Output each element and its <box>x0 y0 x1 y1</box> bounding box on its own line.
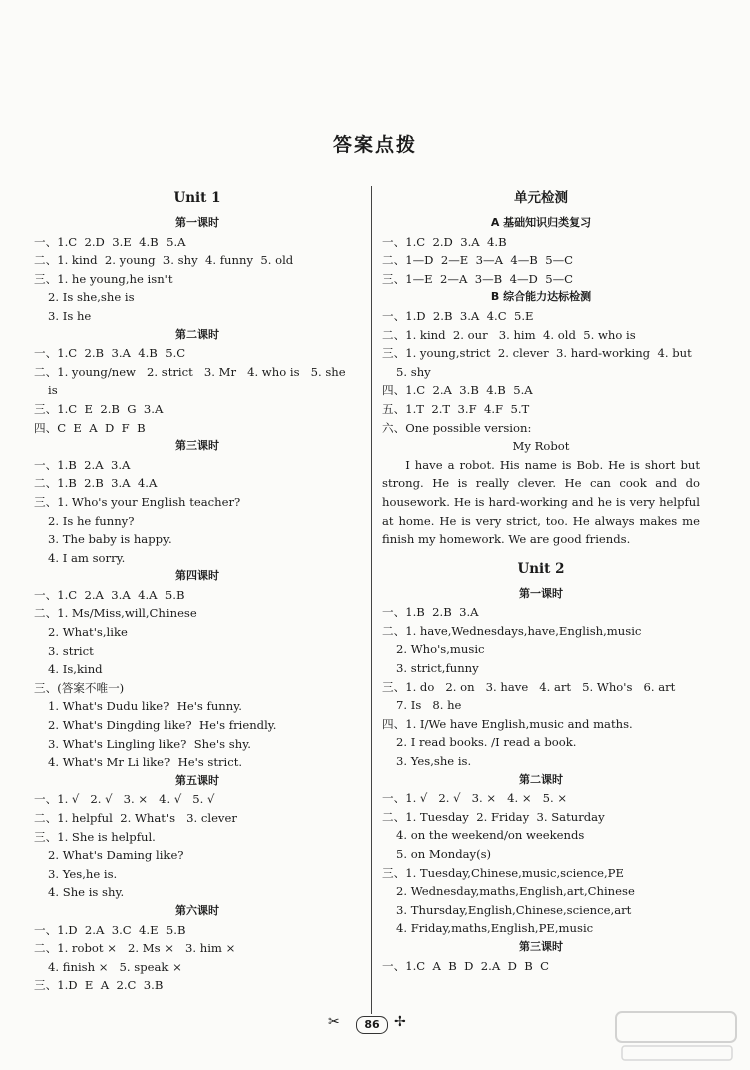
answer-line: 三、1. do 2. on 3. have 4. art 5. Who's 6. art <box>382 679 676 694</box>
answer-line: 4. on the weekend/on weekends <box>396 828 585 843</box>
answer-line: 二、1. helpful 2. What's 3. clever <box>34 811 237 825</box>
answer-line: 二、1. robot × 2. Ms × 3. him × <box>34 941 236 956</box>
section-heading: A 基础知识归类复习 <box>490 216 592 229</box>
answer-line: 三、1. he young,he isn't <box>34 271 173 286</box>
answer-line: 一、1.C 2.D 3.A 4.B <box>382 234 507 249</box>
answer-line: 三、(答案不唯一) <box>34 680 125 695</box>
scissors-icon: ✂ <box>328 1014 340 1030</box>
answer-line: 三、1.D E A 2.C 3.B <box>34 978 164 993</box>
answer-line: 四、C E A D F B <box>34 420 146 435</box>
answer-line: 三、1. Who's your English teacher? <box>34 494 241 509</box>
answer-line: 4. finish × 5. speak × <box>48 959 182 974</box>
page-title: 答案点拨 <box>332 134 417 156</box>
answer-line: 3. Yes,he is. <box>48 866 118 881</box>
answer-line: 一、1.C 2.A 3.A 4.A 5.B <box>34 587 185 602</box>
answer-line: 4. She is shy. <box>48 885 125 900</box>
answer-line: 4. Friday,maths,English,PE,music <box>396 921 594 936</box>
answer-line: 4. Is,kind <box>48 662 103 677</box>
lesson-heading: 第二课时 <box>175 327 219 341</box>
lesson-heading: 第二课时 <box>519 772 563 786</box>
answer-line: 二、1. young/new 2. strict 3. Mr 4. who is 5. she <box>34 364 346 379</box>
page-number: 86 <box>356 1016 388 1034</box>
answer-line: 四、1.C 2.A 3.B 4.B 5.A <box>382 383 533 398</box>
answer-line: 三、1. She is helpful. <box>34 829 156 844</box>
answer-line: 一、1.C 2.B 3.A 4.B 5.C <box>34 346 186 361</box>
answer-line: 5. shy <box>396 364 431 379</box>
answer-line: 二、1. Tuesday 2. Friday 3. Saturday <box>382 809 605 824</box>
answer-line: 3. Is he <box>48 308 92 323</box>
answer-line: 三、1. Tuesday,Chinese,music,science,PE <box>382 865 624 880</box>
answer-line: 二、1. kind 2. young 3. shy 4. funny 5. old <box>34 253 294 268</box>
answer-line: 二、1. have,Wednesdays,have,English,music <box>382 623 642 638</box>
answer-line: 一、1. √ 2. √ 3. × 4. √ 5. √ <box>34 792 215 807</box>
answer-line: 2. What's,like <box>48 625 128 640</box>
answer-line: 六、One possible version: <box>382 420 532 435</box>
answer-line: 5. on Monday(s) <box>396 847 492 861</box>
answer-line: 一、1.B 2.A 3.A <box>34 457 131 472</box>
answer-line: 三、1.C E 2.B G 3.A <box>34 401 164 416</box>
essay-paragraph: I have a robot. His name is Bob. He is short but strong. He is really clever. He can cook and do housework. He is hard-working and he is very helpful at home. He is very strict, too. He always makes me finish my homework. We are good friends. <box>382 457 700 547</box>
answer-line: 1. What's Dudu like? He's funny. <box>48 699 242 714</box>
answer-line: 二、1. kind 2. our 3. him 4. old 5. who is <box>382 327 636 342</box>
lesson-heading: 第一课时 <box>519 586 563 600</box>
answer-line: 3. The baby is happy. <box>48 532 172 547</box>
lesson-heading: 第一课时 <box>175 216 219 229</box>
answer-line: 2. Is he funny? <box>48 513 135 528</box>
answer-line: 二、1.B 2.B 3.A 4.A <box>34 476 158 491</box>
answer-line: is <box>48 383 58 398</box>
answer-line: 二、1—D 2—E 3—A 4—B 5—C <box>382 253 574 268</box>
answer-line: 2. What's Daming like? <box>48 848 184 863</box>
lesson-heading: 第四课时 <box>175 569 219 583</box>
unit-heading: Unit 2 <box>517 560 565 577</box>
unit-heading: Unit 1 <box>173 190 221 206</box>
answer-line: 一、1. √ 2. √ 3. × 4. × 5. × <box>382 791 568 806</box>
lesson-heading: 第五课时 <box>175 773 219 787</box>
pinwheel-icon: ✢ <box>394 1014 406 1030</box>
answer-line: 4. I am sorry. <box>48 550 126 565</box>
answer-line: 一、1.C 2.D 3.E 4.B 5.A <box>34 234 186 249</box>
answer-line: 3. What's Lingling like? She's shy. <box>48 736 251 751</box>
answer-line: 一、1.C A B D 2.A D B C <box>382 958 550 973</box>
answer-line: 4. What's Mr Li like? He's strict. <box>48 755 243 770</box>
answer-line: 2. I read books. /I read a book. <box>396 735 577 750</box>
answer-line: 一、1.D 2.A 3.C 4.E 5.B <box>34 922 186 937</box>
left-column <box>34 188 360 995</box>
watermark-logo <box>612 1006 742 1066</box>
section-heading: B 综合能力达标检测 <box>490 290 592 304</box>
answer-line: 一、1.D 2.B 3.A 4.C 5.E <box>382 308 534 323</box>
answer-line: 3. strict,funny <box>396 661 479 676</box>
unit-test-heading: 单元检测 <box>514 190 568 206</box>
answer-line: 五、1.T 2.T 3.F 4.F 5.T <box>382 401 530 416</box>
answer-line: 3. Yes,she is. <box>396 754 472 769</box>
answer-line: 一、1.B 2.B 3.A <box>382 605 479 620</box>
lesson-heading: 第六课时 <box>175 903 219 917</box>
answer-line: 3. strict <box>48 643 94 658</box>
right-column <box>382 188 700 975</box>
answer-line: 三、1. young,strict 2. clever 3. hard-working 4. but <box>382 346 692 361</box>
answer-line: 2. Wednesday,maths,English,art,Chinese <box>396 884 635 899</box>
answer-line: 2. Who's,music <box>396 642 485 657</box>
answer-line: 7. Is 8. he <box>396 698 462 713</box>
essay-title: My Robot <box>512 439 570 454</box>
answer-line: 2. Is she,she is <box>48 290 135 305</box>
lesson-heading: 第三课时 <box>175 439 219 453</box>
lesson-heading: 第三课时 <box>519 939 563 953</box>
page-footer <box>322 1014 432 1036</box>
answer-line: 三、1—E 2—A 3—B 4—D 5—C <box>382 271 574 286</box>
column-divider <box>371 186 372 1014</box>
answer-line: 四、1. I/We have English,music and maths. <box>382 716 633 731</box>
answer-line: 二、1. Ms/Miss,will,Chinese <box>34 606 197 621</box>
answer-line: 2. What's Dingding like? He's friendly. <box>48 718 277 733</box>
answer-line: 3. Thursday,English,Chinese,science,art <box>396 902 632 917</box>
